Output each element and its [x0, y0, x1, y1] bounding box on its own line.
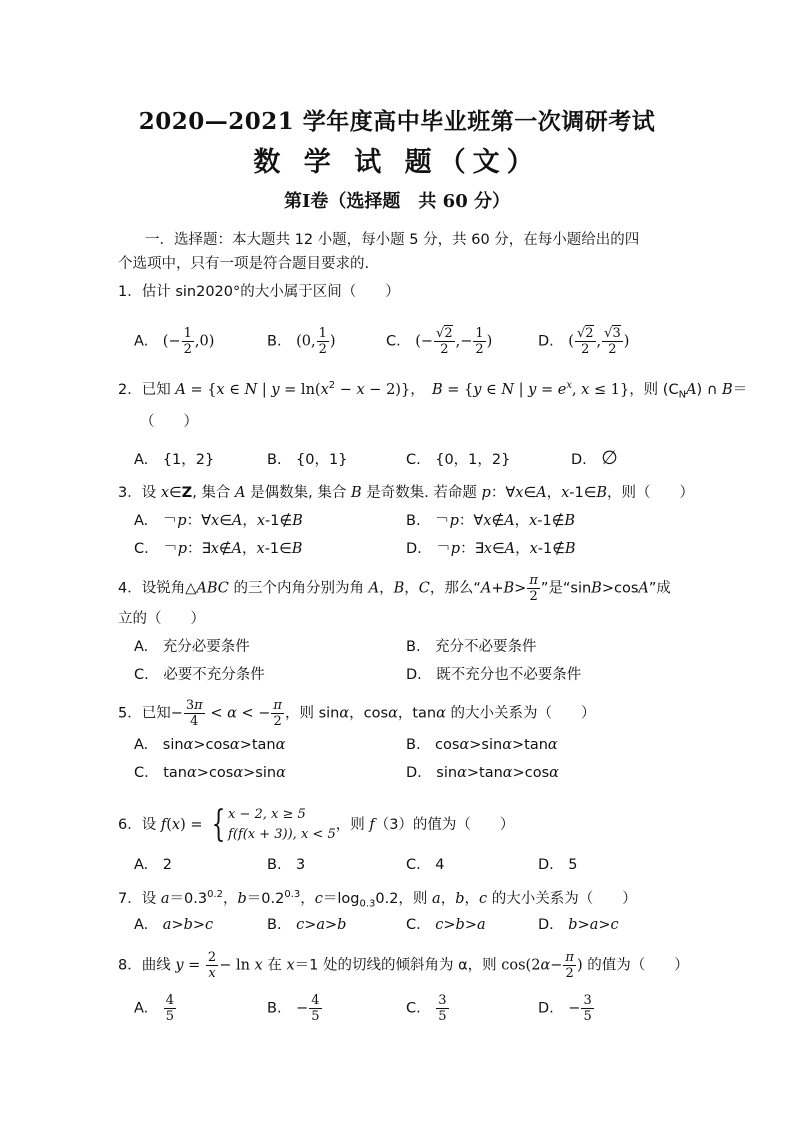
question-2-stem-cont: （ ） — [140, 414, 198, 430]
question-5-option-d[interactable]: D. sinα>tanα>cosα — [406, 765, 559, 781]
question-2-option-a[interactable]: A. {1，2} — [134, 452, 215, 468]
section-heading: 第Ⅰ卷（选择题 共 60 分） — [283, 191, 510, 212]
question-4-option-b[interactable]: B. 充分不必要条件 — [406, 639, 537, 655]
question-7-option-b[interactable]: B. c>a>b — [267, 917, 347, 933]
question-7-option-a[interactable]: A. a>b>c — [134, 917, 214, 933]
question-8-option-c[interactable]: C. $\frac{3}{5}$ — [406, 993, 447, 1024]
question-1-option-a[interactable]: A. (− $\frac{1}{2}$ ,0) — [134, 326, 215, 357]
question-1-option-d[interactable]: D. ( $\frac{√2}{2}$ , $\frac{√3}{2}$ ) — [538, 326, 630, 357]
question-3-option-a[interactable]: A. ￢p：∀x∈A，x-1∉B — [134, 513, 303, 529]
question-8-option-b[interactable]: B. − $\frac{4}{5}$ — [267, 993, 320, 1024]
question-2-option-b[interactable]: B. {0，1} — [267, 452, 348, 468]
question-7-option-c[interactable]: C. c>b>a — [406, 917, 486, 933]
exam-subtitle: 数 学 试 题（文） — [253, 147, 541, 178]
question-4-stem: 4．设锐角△ABC 的三个内角分别为角 A，B，C，那么“A+B> $\frac{\pi}{2}$ ”是“sinB>cosA”成 — [118, 573, 671, 604]
question-5-option-c[interactable]: C. tanα>cosα>sinα — [134, 765, 286, 781]
question-6-option-c[interactable]: C. 4 — [406, 857, 445, 873]
question-8-option-d[interactable]: D. − $\frac{3}{5}$ — [538, 993, 592, 1024]
question-7-stem: 7．设 $a=0.3^{0.2}$，$b=0.2^{0.3}$，$c=\log_{0.3}0.2$，则 a，b，c 的大小关系为（ ） — [118, 889, 637, 910]
question-3-option-c[interactable]: C. ￢p：∃x∉A，x-1∈B — [134, 541, 303, 557]
question-1-option-b[interactable]: B. (0, $\frac{1}{2}$ ) — [267, 326, 336, 357]
question-6-option-a[interactable]: A. 2 — [134, 857, 172, 873]
question-4-option-a[interactable]: A. 充分必要条件 — [134, 639, 250, 655]
question-3-option-b[interactable]: B. ￢p：∀x∉A，x-1∉B — [406, 513, 576, 529]
question-7-option-d[interactable]: D. b>a>c — [538, 917, 619, 933]
question-2-option-c[interactable]: C. {0，1，2} — [406, 452, 511, 468]
instructions-line-2: 个选项中，只有一项是符合题目要求的. — [118, 256, 370, 272]
question-3-stem: 3．设 x∈Z, 集合 A 是偶数集, 集合 B 是奇数集. 若命题 p：∀x∈A，x-1∈B，则（ ） — [118, 485, 694, 501]
question-2-option-d[interactable]: D. ∅ — [571, 447, 618, 469]
question-5-option-a[interactable]: A. sinα>cosα>tanα — [134, 737, 286, 753]
question-6-stem: 6．设 f(x) = { x − 2, x ≥ 5 f(f(x + 3)), x < 5，则 f（3）的值为（ ） — [118, 804, 515, 845]
question-8-stem: 8．曲线 y = $\frac{2}{x}$ − ln x 在 x＝1 处的切线的倾斜角为 α，则 cos(2α− $\frac{\pi}{2}$ ) 的值为（ ） — [118, 950, 689, 981]
instructions-line-1: 一．选择题：本大题共 12 小题，每小题 5 分，共 60 分，在每小题给出的四 — [145, 232, 640, 248]
question-3-option-d[interactable]: D. ￢p：∃x∈A，x-1∉B — [406, 541, 576, 557]
question-8-option-a[interactable]: A. $\frac{4}{5}$ — [134, 993, 175, 1024]
question-5-option-b[interactable]: B. cosα>sinα>tanα — [406, 737, 558, 753]
question-5-stem: 5．已知− $\frac{3\pi}{4}$ < α < − $\frac{\pi}{2}$ ，则 sinα，cosα，tanα 的大小关系为（ ） — [118, 698, 596, 729]
exam-title: 2020—2021 学年度高中毕业班第一次调研考试 — [138, 108, 656, 135]
question-4-stem-cont: 立的（ ） — [118, 611, 205, 627]
question-4-option-d[interactable]: D. 既不充分也不必要条件 — [406, 667, 582, 683]
question-4-option-c[interactable]: C. 必要不充分条件 — [134, 667, 265, 683]
question-6-option-b[interactable]: B. 3 — [267, 857, 306, 873]
question-6-option-d[interactable]: D. 5 — [538, 857, 578, 873]
question-1-stem: 1．估计 sin2020°的大小属于区间（ ） — [118, 284, 400, 300]
question-2-stem: 2．已知 A = {x ∈ N | $y = \ln(x^2 - x - 2)$}， B = {y ∈ N | $y = e^x$, x ≤ 1}，则 $(C_NA)$ ∩ B＝ — [118, 380, 748, 401]
question-1-option-c[interactable]: C. (− $\frac{√2}{2}$ ,− $\frac{1}{2}$ ) — [386, 326, 493, 357]
